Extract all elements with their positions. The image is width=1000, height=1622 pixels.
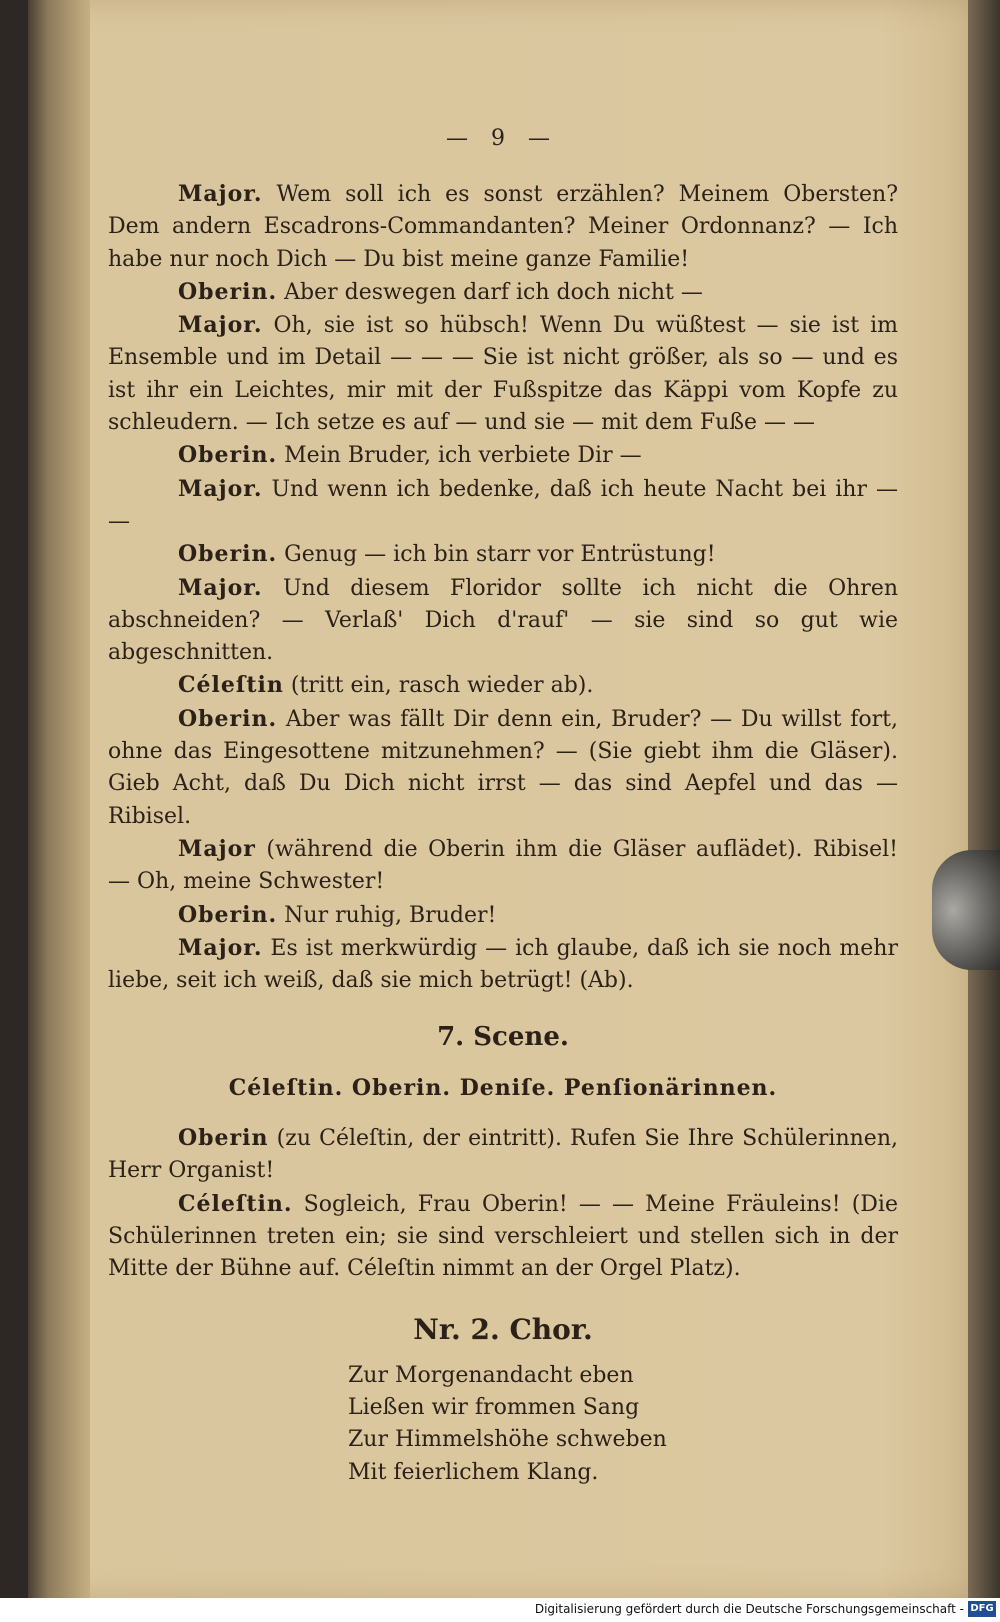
speaker: Major. [178,312,263,339]
dialogue-line [108,1188,898,1286]
verse-line: Mit feierlichem Klang. [348,1459,599,1485]
speaker: Major. [178,181,263,207]
book-page [28,0,976,1598]
footer-text: Digitalisierung gefördert durch die Deutsche Forschungsgemeinschaft - [534,1602,964,1616]
dialogue-line [108,703,898,833]
dialogue-line [108,899,898,932]
speaker: Major. [178,475,263,502]
footer-bar [0,1598,1000,1622]
dialogue-line [108,1122,898,1188]
dialogue-line [108,572,898,670]
page-text [108,178,898,1489]
speaker: Oberin. [178,705,278,732]
speaker: Major. [178,574,263,601]
verse-line: Ließen wir frommen Sang [348,1395,640,1421]
song-title: Nr. 2. Chor. [413,1312,593,1346]
speaker: Céleſtin. [178,1190,293,1217]
dialogue-line [108,178,898,276]
dialogue-line [108,473,898,539]
speaker: Céleſtin [178,672,284,699]
dialogue-text: Und wenn ich bedenke, daß ich heute Nacht bei ihr — — [108,476,898,534]
dialogue-text: Aber deswegen darf ich doch nicht — [284,279,703,305]
scene-heading: 7. Scene. [437,1022,569,1053]
page-gutter [28,0,90,1598]
speaker: Oberin. [178,541,278,568]
dialogue-text: (während die Oberin ihm die Gläser auflädet). Ribisel! — Oh, meine Schwester! [108,836,898,895]
dialogue-text: Mein Bruder, ich verbiete Dir — [284,443,642,469]
page-clip-tab [932,850,1000,970]
dialogue-text: Aber was fällt Dir denn ein, Bruder? — Du willst fort, ohne das Eingesottene mitzunehmen? — (Sie giebt ihm die Gläser). Gieb Acht, daß Du Dich nicht irrst — das sind Aepfel und das — Ribisel. [108,706,898,829]
speaker: Oberin. [178,442,278,469]
page-number: — 9 — [446,126,558,151]
book-edge [968,0,1000,1598]
speaker: Major. [178,934,263,961]
speaker: Oberin [178,1125,269,1152]
speaker: Oberin. [178,901,278,928]
dialogue-text: Genug — ich bin starr vor Entrüstung! [284,542,716,568]
cast-line: Céleſtin. Oberin. Deniſe. Penſionärinnen. [228,1074,778,1101]
speaker: Major [178,835,256,862]
dialogue-text: Wem soll ich es sonst erzählen? Meinem Obersten? Dem andern Escadrons-Commandanten? Meiner Ordonnanz? — Ich habe nur noch Dich — Du bist meine ganze Familie! [108,182,898,272]
speaker: Oberin. [178,278,278,305]
verse-line: Zur Morgenandacht eben [348,1362,634,1388]
dialogue-text: Oh, sie ist so hübsch! Wenn Du wüßtest — sie ist im Ensemble und im Detail — — — Sie ist nicht größer, als so — und es ist ihr ein Leichtes, mir mit der Fußspitze das Käppi vom Kopfe zu schleudern. — Ich setze es auf — und sie — mit dem Fuße — — [108,313,898,436]
dialogue-text: Nur ruhig, Bruder! [284,902,497,928]
dialogue-line [108,932,898,998]
stage-direction: (tritt ein, rasch wieder ab). [290,673,594,699]
dialogue-text: Sogleich, Frau Oberin! — — Meine Fräuleins! (Die Schülerinnen treten ein; sie sind verschleiert und stellen sich in der Mitte der Bühne auf. Céleſtin nimmt an der Orgel Platz). [108,1191,898,1282]
dialogue-line [108,276,898,309]
dialogue-text: (zu Céleſtin, der eintritt). Rufen Sie Ihre Schülerinnen, Herr Organist! [108,1126,898,1184]
dfg-logo: DFG [968,1601,996,1617]
dialogue-line [108,538,898,571]
dialogue-line [108,833,898,899]
dialogue-text: Und diesem Floridor sollte ich nicht die Ohren abschneiden? — Verlaß' Dich d'rauf' — sie sind so gut wie abgeschnitten. [108,575,899,666]
dialogue-line [108,309,898,439]
verse-line: Zur Himmelshöhe schweben [348,1427,667,1453]
dialogue-line [108,439,898,472]
dialogue-line [108,669,898,702]
dialogue-text: Es ist merkwürdig — ich glaube, daß ich sie noch mehr liebe, seit ich weiß, daß sie mich betrügt! (Ab). [108,935,898,994]
